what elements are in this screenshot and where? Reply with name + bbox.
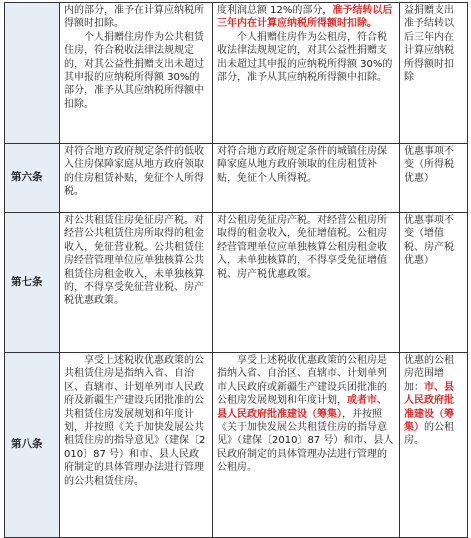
new-policy-cell (213, 353, 400, 538)
cell-text: 优惠事项不变（增值税、房产税优惠） (404, 215, 454, 267)
cell-text: 个人捐赠住房作为公共租赁住房，符合税收法律法规规定的，对其公益性捐赠支出未超过其申报的应纳税所得额 30%的部分，准予从其应纳税所得额中扣除。 (64, 31, 204, 110)
new-policy-cell (213, 213, 400, 353)
row-label: 第八条 (5, 353, 60, 538)
highlighted-text: 或者市、县人民政府批准建设（筹集） (217, 395, 387, 420)
cell-paragraph (404, 4, 463, 84)
cell-paragraph (64, 145, 208, 199)
old-policy-cell (60, 3, 213, 144)
new-policy-cell (213, 144, 400, 213)
cell-paragraph (64, 4, 208, 31)
cell-text: 对公共租赁住房免征房产税。对经营公共租赁住房所取得的租金收入，免征营业税。公共租赁住房经营管理单位应单独核算公共租赁住房租金收入，未单独核算的，不得享受免征营业税、房产税优惠政策。 (64, 215, 204, 307)
cell-paragraph (64, 31, 208, 111)
change-note-cell (400, 353, 468, 538)
cell-text: 益捐赠支出准予结转以后三年内在计算应纳税所得额时扣除 (404, 5, 454, 84)
cell-paragraph (217, 354, 395, 475)
old-policy-cell (60, 353, 213, 538)
row-label: 第七条 (5, 213, 60, 353)
cell-paragraph (404, 214, 463, 268)
highlighted-text: 准予结转以后三年内在计算应纳税所得额时扣除。 (217, 5, 393, 30)
cell-paragraph (217, 145, 395, 185)
row-label (5, 3, 60, 144)
cell-text: 享受上述税收优惠政策的公共租赁住房是指纳入省、自治区、直辖市、计划单列市人民政府及新疆生产建设兵团批准的公共租赁住房发展规划和年度计划，并按照《关于加快发展公共租赁住房的指导意见》（建保〔2010〕87 号）和市、县人民政府制定的具体管理办法进行管理的公共租赁住房。 (64, 355, 206, 487)
table-row (5, 353, 468, 538)
old-policy-cell (60, 213, 213, 353)
cell-text: 优惠事项不变（所得税优惠） (404, 146, 454, 184)
highlighted-text: 市、县人民政府批准建设（筹集） (404, 381, 454, 434)
cell-paragraph (404, 145, 463, 185)
change-note-cell (400, 3, 468, 144)
new-policy-cell (213, 3, 400, 144)
cell-paragraph (217, 4, 395, 31)
policy-comparison-table (4, 2, 468, 538)
cell-text: 内的部分，准予在计算应纳税所得额时扣除。 (64, 5, 204, 30)
cell-paragraph (404, 354, 463, 448)
cell-text: 对符合地方政府规定条件的低收入住房保障家庭从地方政府领取的住房租赁补贴，免征个人所得税。 (64, 146, 204, 198)
cell-paragraph (217, 214, 395, 281)
cell-text: 享受上述税收优惠政策的公租房是指纳入省、自治区、直辖市、计划单列市人民政府或新疆生产建设兵团批准的公租房发展规划和年度计划， (217, 355, 387, 407)
cell-paragraph (64, 354, 208, 488)
change-note-cell (400, 144, 468, 213)
old-policy-cell (60, 144, 213, 213)
cell-paragraph (64, 214, 208, 308)
table-row (5, 213, 468, 353)
cell-text: ，并按照《关于加快发展公共租赁住房的指导意见》（建保〔2010〕87 号）和市、县人民政府制定的具体管理办法进行管理的公租房。 (217, 408, 394, 474)
cell-text: 对符合地方政府规定条件的城镇住房保障家庭从地方政府领取的住房租赁补贴，免征个人所得税。 (217, 146, 387, 184)
cell-text: 个人捐赠住房作为公租房，符合税收法律法规规定的，对其公益性捐赠支出未超过其申报的应纳税所得额 30%的部分，准予从其应纳税所得额中扣除。 (217, 31, 393, 84)
table-row (5, 3, 468, 144)
cell-text: 的公租房。 (404, 422, 454, 447)
change-note-cell (400, 213, 468, 353)
cell-text: 度利润总额 12%的部分， (217, 5, 333, 16)
cell-text: 优惠的公租房范围增加： (404, 355, 454, 393)
cell-paragraph (217, 31, 395, 85)
table-row (5, 144, 468, 213)
cell-text: 对公租房免征房产税。对经营公租房所取得的租金收入，免征增值税。公租房经营管理单位应单独核算公租房租金收入，未单独核算的，不得享受免征增值税、房产税优惠政策。 (217, 215, 387, 280)
row-label: 第六条 (5, 144, 60, 213)
